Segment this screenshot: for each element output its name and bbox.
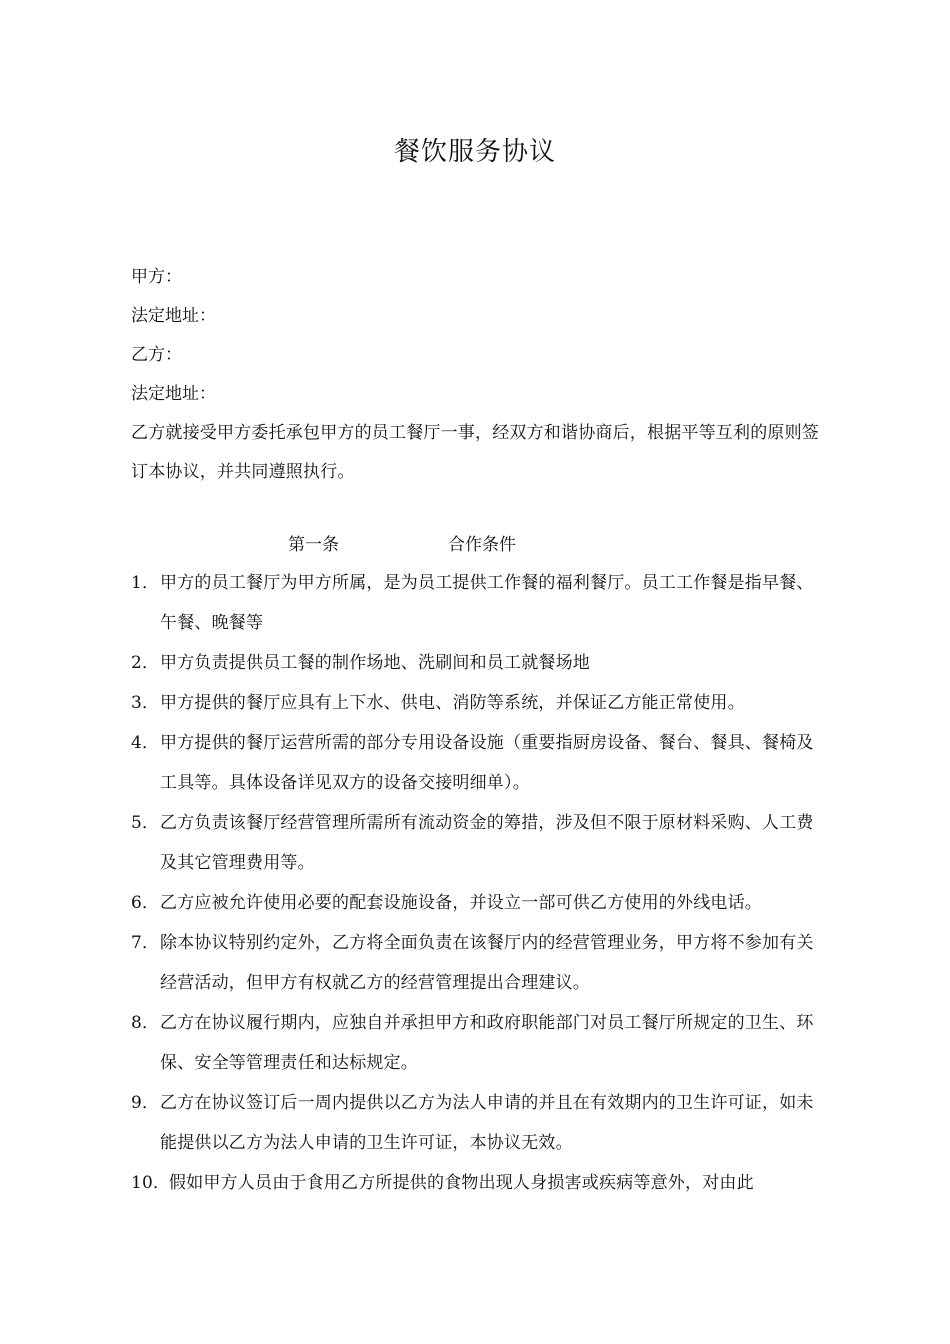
clause-number: 6．: [131, 893, 160, 913]
clause-text: 乙方负责该餐厅经营管理所需所有流动资金的筹措，涉及但不限于原材料采购、人工费及其它管理费用等。: [160, 813, 814, 873]
clause-number: 3．: [131, 693, 160, 713]
document-title: 餐饮服务协议: [393, 137, 556, 167]
article-number: 第一条: [288, 535, 339, 555]
clause-item: [131, 683, 824, 723]
clause-number: 5．: [131, 813, 160, 833]
clause-number: 7．: [131, 933, 160, 953]
clause-list: [131, 563, 831, 1203]
clause-text: 乙方在协议签订后一周内提供以乙方为法人申请的并且在有效期内的卫生许可证，如未能提供以乙方为法人申请的卫生许可证，本协议无效。: [160, 1093, 814, 1153]
article-name: 合作条件: [448, 535, 516, 555]
clause-item: [131, 723, 824, 803]
clause-number: 8．: [131, 1013, 160, 1033]
clause-text: 甲方提供的餐厅应具有上下水、供电、消防等系统，并保证乙方能正常使用。: [160, 693, 745, 713]
party-b-address-label: 法定地址：: [131, 384, 216, 404]
clause-number: 1．: [131, 573, 160, 593]
intro-paragraph: 乙方就接受甲方委托承包甲方的员工餐厅一事，经双方和谐协商后，根据平等互利的原则签订本协议，并共同遵照执行。: [131, 423, 819, 482]
clause-number: 10．: [131, 1173, 171, 1193]
clause-item: [131, 883, 824, 923]
clause-text: 乙方在协议履行期内，应独自并承担甲方和政府职能部门对员工餐厅所规定的卫生、环保、安全等管理责任和达标规定。: [160, 1013, 814, 1073]
clause-text: 甲方提供的餐厅运营所需的部分专用设备设施（重要指厨房设备、餐台、餐具、餐椅及工具等。具体设备详见双方的设备交接明细单）。: [160, 733, 814, 793]
party-info-block: [131, 258, 831, 492]
party-a-address-label: 法定地址：: [131, 306, 216, 326]
clause-item: [131, 923, 824, 1003]
clause-text: 甲方负责提供员工餐的制作场地、洗刷间和员工就餐场地: [160, 653, 590, 673]
clause-text: 乙方应被允许使用必要的配套设施设备，并设立一部可供乙方使用的外线电话。: [160, 893, 762, 913]
party-b-label: 乙方：: [131, 345, 182, 365]
article-heading: [0, 530, 950, 560]
clause-text: 甲方的员工餐厅为甲方所属，是为员工提供工作餐的福利餐厅。员工工作餐是指早餐、午餐、晚餐等: [160, 573, 814, 633]
party-a-label: 甲方：: [131, 267, 182, 287]
clause-item: [131, 643, 824, 683]
clause-text: 除本协议特别约定外，乙方将全面负责在该餐厅内的经营管理业务，甲方将不参加有关经营活动，但甲方有权就乙方的经营管理提出合理建议。: [160, 933, 814, 993]
clause-item: [131, 1083, 824, 1163]
clause-item: [131, 1003, 824, 1083]
clause-number: 4．: [131, 733, 160, 753]
clause-item: [131, 803, 824, 883]
clause-item: [131, 563, 824, 643]
clause-number: 9．: [131, 1093, 160, 1113]
clause-number: 2．: [131, 653, 160, 673]
clause-item: [131, 1163, 824, 1203]
clause-text: 假如甲方人员由于食用乙方所提供的食物出现人身损害或疾病等意外，对由此: [169, 1173, 754, 1193]
